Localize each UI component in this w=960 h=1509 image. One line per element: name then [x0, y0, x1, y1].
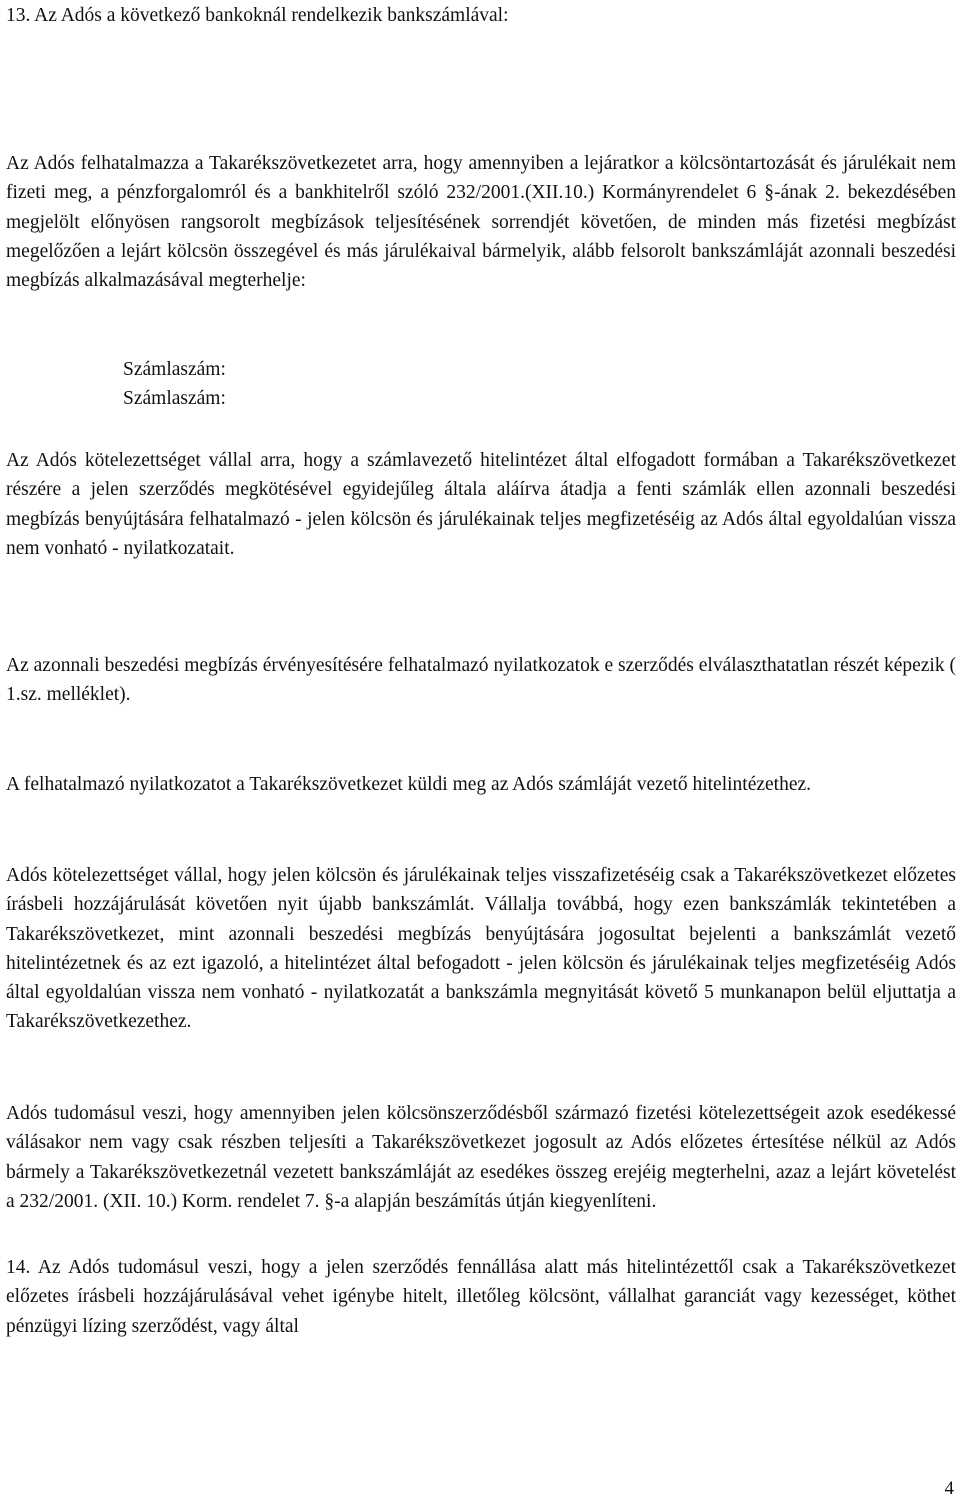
- paragraph-obligation: Az Adós kötelezettséget vállal arra, hogy a számlavezető hitelintézet által elfogadott formában a Takarékszövetkezet részére a jelen szerződés megkötésével egyidejűleg általa aláírva átadja a fenti számlák ellen azonnali beszedési megbízás benyújtására felhatalmazó - jelen kölcsön és járulékainak teljes megfizetéséig az Adós által egyoldalúan vissza nem vonható - nyilatkozatait.: [6, 450, 956, 559]
- account-number-label-2: Számlaszám:: [123, 388, 226, 409]
- paragraph-set-off: Adós tudomásul veszi, hogy amennyiben jelen kölcsönszerződésből származó fizetési kötelezettségeit azok esedékessé válásakor nem vagy csak részben teljesíti a Takarékszövetkezet jogosult az Adós előzetes értesítése nélkül az Adós bármely a Takarékszövetkezetnál vezetett bankszámláját az esedékes összeg erejéig megterhelni, azaz a lejárt követelést a 232/2001. (XII. 10.) Korm. rendelet 7. §-a alapján beszámítás útján kiegyenlíteni.: [6, 1103, 956, 1212]
- section-13-heading: 13. Az Adós a következő bankoknál rendelkezik bankszámlával:: [6, 5, 509, 26]
- paragraph-new-account: Adós kötelezettséget vállal, hogy jelen kölcsön és járulékainak teljes visszafizetéséig csak a Takarékszövetkezet előzetes írásbeli hozzájárulását követően nyit újabb bankszámlát. Vállalja továbbá, hogy ezen bankszámlák tekintetében a Takarékszövetkezet, mint azonnali beszedési megbízás benyújtására jogosultat bejelenti a bankszámlát vezető hitelintézetnek és az ezt igazoló, a hitelintézet által befogadott - jelen kölcsön és járulékainak teljes megfizetéséig Adós által egyoldalúan vissza nem vonható - nyilatkozatát a bankszámla megnyitását követő 5 munkanapon belül eljuttatja a Takarékszövetkezethez.: [6, 865, 956, 1033]
- section-14-paragraph: 14. Az Adós tudomásul veszi, hogy a jelen szerződés fennállása alatt más hitelintézettől csak a Takarékszövetkezet előzetes írásbeli hozzájárulásával vehet igénybe hitelt, illetőleg kölcsönt, vállalhat garanciát vagy kezességet, köthet pénzügyi lízing szerződést, vagy által: [6, 1257, 956, 1337]
- paragraph-notification: A felhatalmazó nyilatkozatot a Takarékszövetkezet küldi meg az Adós számláját vezető hitelintézethez.: [6, 774, 812, 795]
- page-number: 4: [944, 1478, 954, 1499]
- paragraph-authorization: Az Adós felhatalmazza a Takarékszövetkezetet arra, hogy amennyiben a lejáratkor a kölcsöntartozását és járulékait nem fizeti meg, a pénzforgalomról és a bankhitelről szóló 232/2001.(XII.10.) Kormányrendelet 6 §-ának 2. bekezdésében megjelölt előnyösen rangsorolt megbízások teljesítésének sorrendjét követően, de minden más fizetési megbízást megelőzően a lejárt kölcsön összegével és más járulékaival bármelyik, alább felsorolt bankszámláját azonnali beszedési megbízás alkalmazásával megterhelje:: [6, 153, 956, 292]
- paragraph-annex: Az azonnali beszedési megbízás érvényesítésére felhatalmazó nyilatkozatok e szerződés elválaszthatatlan részét képezik ( 1.sz. melléklet).: [6, 655, 956, 706]
- account-number-label-1: Számlaszám:: [123, 359, 226, 380]
